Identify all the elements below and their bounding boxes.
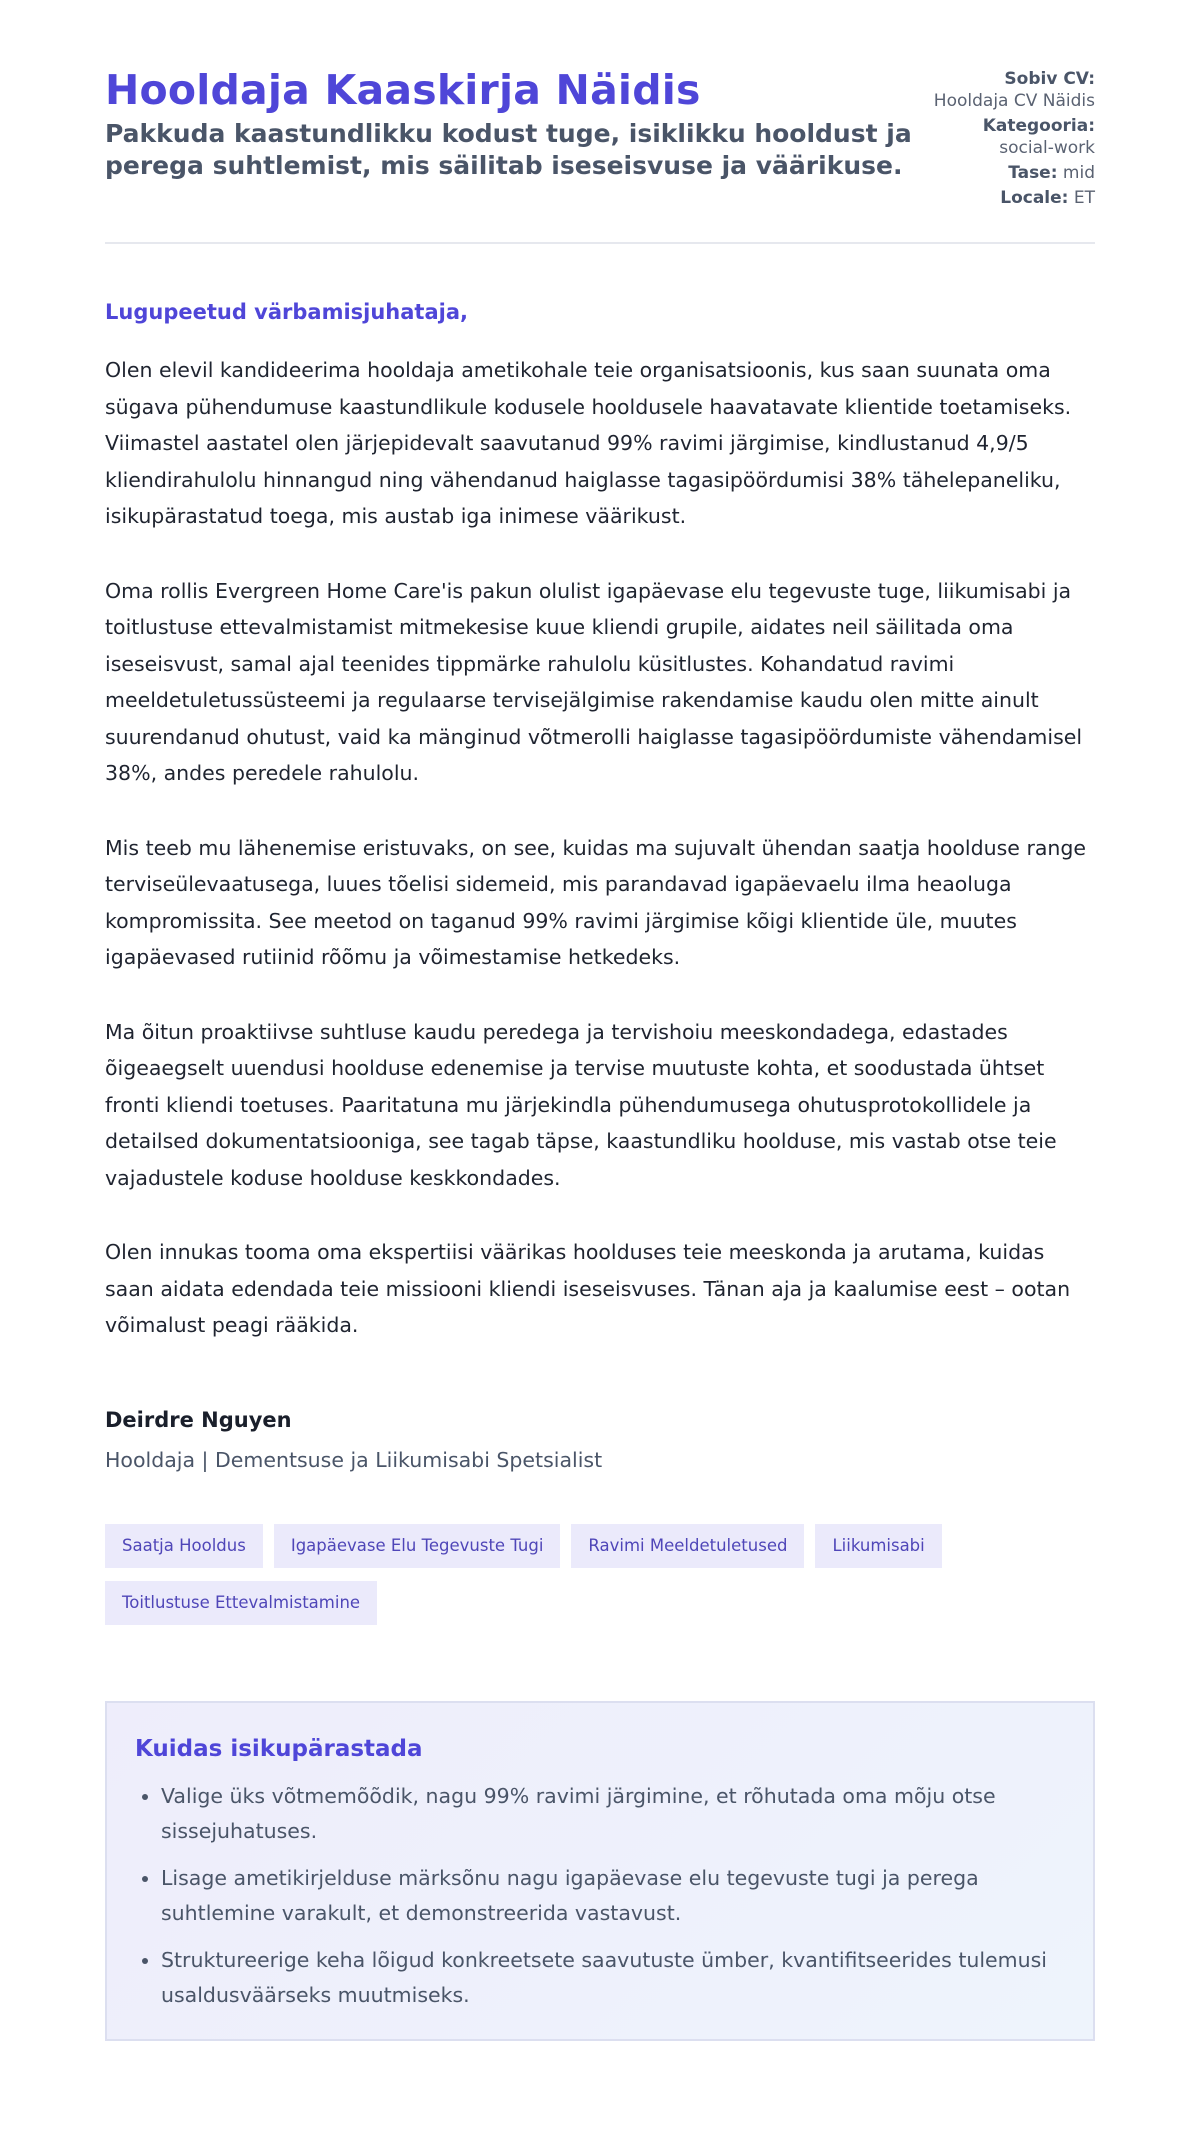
signature-title: Hooldaja | Dementsuse ja Liikumisabi Spetsialist xyxy=(105,1447,603,1472)
skill-tag: Liikumisabi xyxy=(815,1524,941,1568)
tips-title: Kuidas isikupärastada xyxy=(135,1735,423,1762)
skill-tag: Igapäevase Elu Tegevuste Tugi xyxy=(274,1524,561,1568)
skill-tag: Saatja Hooldus xyxy=(105,1524,263,1568)
page-title: Hooldaja Kaaskirja Näidis xyxy=(105,66,701,114)
meta-level xyxy=(925,162,1095,184)
skill-tag: Toitlustuse Ettevalmistamine xyxy=(105,1581,377,1625)
meta-cv-label: Sobiv CV: xyxy=(1004,69,1095,89)
personalization-tips xyxy=(105,1701,1095,2041)
document-header xyxy=(105,66,1095,244)
meta-locale xyxy=(925,187,1095,209)
letter-paragraph: Mis teeb mu lähenemise eristuvaks, on see, kuidas ma sujuvalt ühendan saatja hoolduse range terviseülevaatusega, luues tõelisi sidemeid, mis parandavad igapäevaelu ilma heaoluga kompromissita. See meetod on taganud 99% ravimi järgimise kõigi klientide üle, muutes igapäevased rutiinid rõõmu ja võimestamise hetkedeks. xyxy=(105,835,1087,969)
tips-list xyxy=(135,1779,1065,2013)
header-titles xyxy=(105,66,925,182)
letter-paragraph: Oma rollis Evergreen Home Care'is pakun olulist igapäevase elu tegevuste tuge, liikumisabi ja toitlustuse ettevalmistamist mitmekesise kuue kliendi grupile, aidates neil säilitada oma iseseisvust, samal ajal teenides tippmärke rahulolu küsitlustes. Kohandatud ravimi meeldetuletussüsteemi ja regulaarse tervisejälgimise rakendamise kaudu olen mitte ainult suurendanud ohutust, vaid ka mänginud võtmerolli haiglasse tagasipöördumiste vähendamisel 38%, andes peredele rahulolu. xyxy=(105,578,1083,785)
cover-letter-page xyxy=(105,0,1095,2041)
skill-tags xyxy=(105,1524,1005,1625)
meta-category-label: Kategooria: xyxy=(982,116,1095,136)
meta-cv-value: Hooldaja CV Näidis xyxy=(933,91,1095,111)
tip-item: • Lisage ametikirjelduse märksõnu nagu igapäevase elu tegevuste tugi ja perega suhtlemine varakult, et demonstreerida vastavust. xyxy=(161,1861,1065,1931)
signature-block xyxy=(105,1406,1095,1474)
letter-paragraph: Ma õitun proaktiivse suhtluse kaudu peredega ja tervishoiu meeskondadega, edastades õigeaegselt uuendusi hoolduse edenemise ja tervise muutuste kohta, et soodustada ühtset fronti kliendi toetuses. Paaritatuna mu järjekindla pühendumusega ohutusprotokollidele ja detailsed dokumentatsiooniga, see tagab täpse, kaastundliku hoolduse, mis vastab otse teie vajadustele koduse hoolduse keskkondades. xyxy=(105,1019,1057,1190)
meta-category xyxy=(925,115,1095,159)
letter-paragraph: Olen elevil kandideerima hooldaja ametikohale teie organisatsioonis, kus saan suunata oma sügava pühendumuse kaastundlikule kodusele hooldusele haavatavate klientide toetamiseks. Viimastel aastatel olen järjepidevalt saavutanud 99% ravimi järgimise, kindlustanud 4,9/5 kliendirahulolu hinnangud ning vähendanud haiglasse tagasipöördumisi 38% tähelepaneliku, isikupärastatud toega, mis austab iga inimese väärikust. xyxy=(105,358,1072,528)
letter-salutation: Lugupeetud värbamisjuhataja, xyxy=(105,300,468,324)
meta-category-value: social-work xyxy=(999,138,1095,158)
letter-paragraph: Olen innukas tooma oma ekspertiisi väärikas hoolduses teie meeskonda ja arutama, kuidas saan aidata edendada teie missiooni kliendi iseseisvuses. Tänan aja ja kaalumise eest – ootan võimalust peagi rääkida. xyxy=(105,1240,1071,1337)
page-subtitle: Pakkuda kaastundlikku kodust tuge, isiklikku hooldust ja perega suhtlemist, mis säilitab iseseisvuse ja väärikuse. xyxy=(105,119,912,180)
tip-item: • Valige üks võtmemõõdik, nagu 99% ravimi järgimine, et rõhutada oma mõju otse sissejuhatuses. xyxy=(161,1779,1065,1849)
meta-info xyxy=(925,66,1095,212)
meta-level-label: Tase: xyxy=(1008,163,1058,183)
signature-name: Deirdre Nguyen xyxy=(105,1407,292,1432)
meta-level-value: mid xyxy=(1062,163,1095,183)
meta-locale-label: Locale: xyxy=(1000,188,1069,208)
meta-locale-value: ET xyxy=(1073,188,1095,208)
letter-body xyxy=(105,352,1095,1344)
skill-tag: Ravimi Meeldetuletused xyxy=(571,1524,804,1568)
tip-item: • Struktureerige keha lõigud konkreetsete saavutuste ümber, kvantifitseerides tulemusi usaldusväärseks muutmiseks. xyxy=(161,1943,1065,2013)
meta-cv xyxy=(925,68,1095,112)
